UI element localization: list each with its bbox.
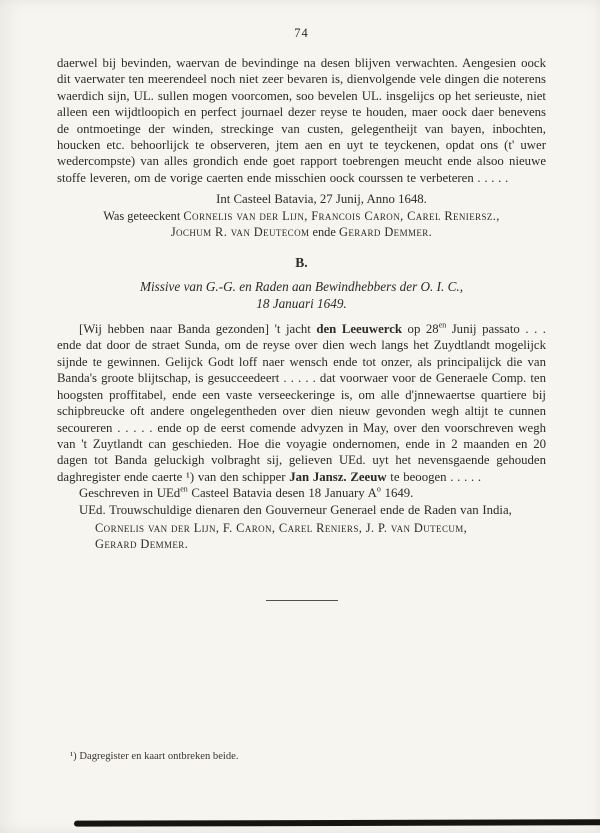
signature-1648-line2: Jochum R. van Deutecom ende Gerard Demmer. [170,224,433,239]
page-scan-edge [74,819,600,826]
signature-1648-line1: Was geteeckent Cornelis van der Lijn, Francois Caron, Carel Reniersz., [103,208,500,223]
paragraph-dienaren: UEd. Trouwschuldige dienaren den Gouverneur Generael ende de Raden van India, [79,502,512,517]
divider-rule [266,600,338,601]
footnote: ¹) Dagregister en kaart ontbreken beide. [70,751,239,762]
signature-1649-line2: Gerard Demmer. [95,537,189,552]
signature-1649-line1: Cornelis van der Lijn, F. Caron, Carel Reniers, J. P. van Dutecum, [95,520,468,535]
dateline-batavia-1648: Int Casteel Batavia, 27 Junij, Anno 1648. [216,192,427,207]
section-letter-b: B. [295,255,308,271]
page-number: 74 [294,26,309,40]
missive-heading-line1: Missive van G.-G. en Raden aan Bewindhebbers der O. I. C., [139,279,464,295]
paragraph-geschreven: Geschreven in UEd$^{en}$ Casteel Batavia desen 18 January $A^o$ 1649. [79,484,414,501]
page-body [57,26,546,601]
paragraph-missive-body: [Wij hebben naar Banda gezonden] 't jacht den Leeuwerck op $28^{en}$ Junij passato . . . ende dat door de straet Sunda, om de reyse over dien wech langs het Zuydtlandt mogelijck sijnde te gewinnen. Gelijck Godt loff naer wensch ende tot onzer, als principalijck die van Banda's groote blijtschap, is gesucceedeert . . . . . dat voorwaer voor de Generaele Comp. ten hoogsten proffitabel, ende een vaste verseeckeringe is, om alle d'jnnewaertse quartiere bij schipbreucke oft andere ongelegentheden over dien nieuw gevonden wegh altijt te cunnen secoureren . . . . . ende op de eerst comende advyzen in May, over den voorschreven wegh van 't Zuytlandt can geschieden. Hoe die voyagie ondernomen, ende in 2 maanden en 20 dagen tot Banda geluckigh volbraght sij, gelieven UEd. uyt het nevensgaende gehouden daghregister ende caerte ¹) van den schipper Jan Jansz. Zeeuw te beoogen . . . . . [57,320,547,484]
missive-heading-line2: 18 Januari 1649. [256,295,347,311]
paragraph-continuation-1648: daerwel bij bevinden, waervan de bevindinge na desen blijven verwachten. Aengesien oock dit vaerwater ten meerendeel noch niet zeer bevaren is, dienvolgende vele dingen die noterens waerdich sijn, UL. sullen mogen voorcomen, soo bevelen UL. insgelijcs op het serieuste, niet alleen een wijdtloopich en perfect journael dezer reyse te houden, maer oock daer benevens de ontmoetinge der winden, streckinge van custen, gelegentheijt van bayen, inbochten, houcken etc. behoorlijck te observeren, jtem aen en uyt te teyckenen, opdat ons (t' uwer wedercompste) van alles grondich ende goet rapport toebrengen meucht ende alsoo nieuwe stoffe leveren, om de vorige caerten ende misschien oock courssen te verbeteren . . . . . [57,56,546,185]
